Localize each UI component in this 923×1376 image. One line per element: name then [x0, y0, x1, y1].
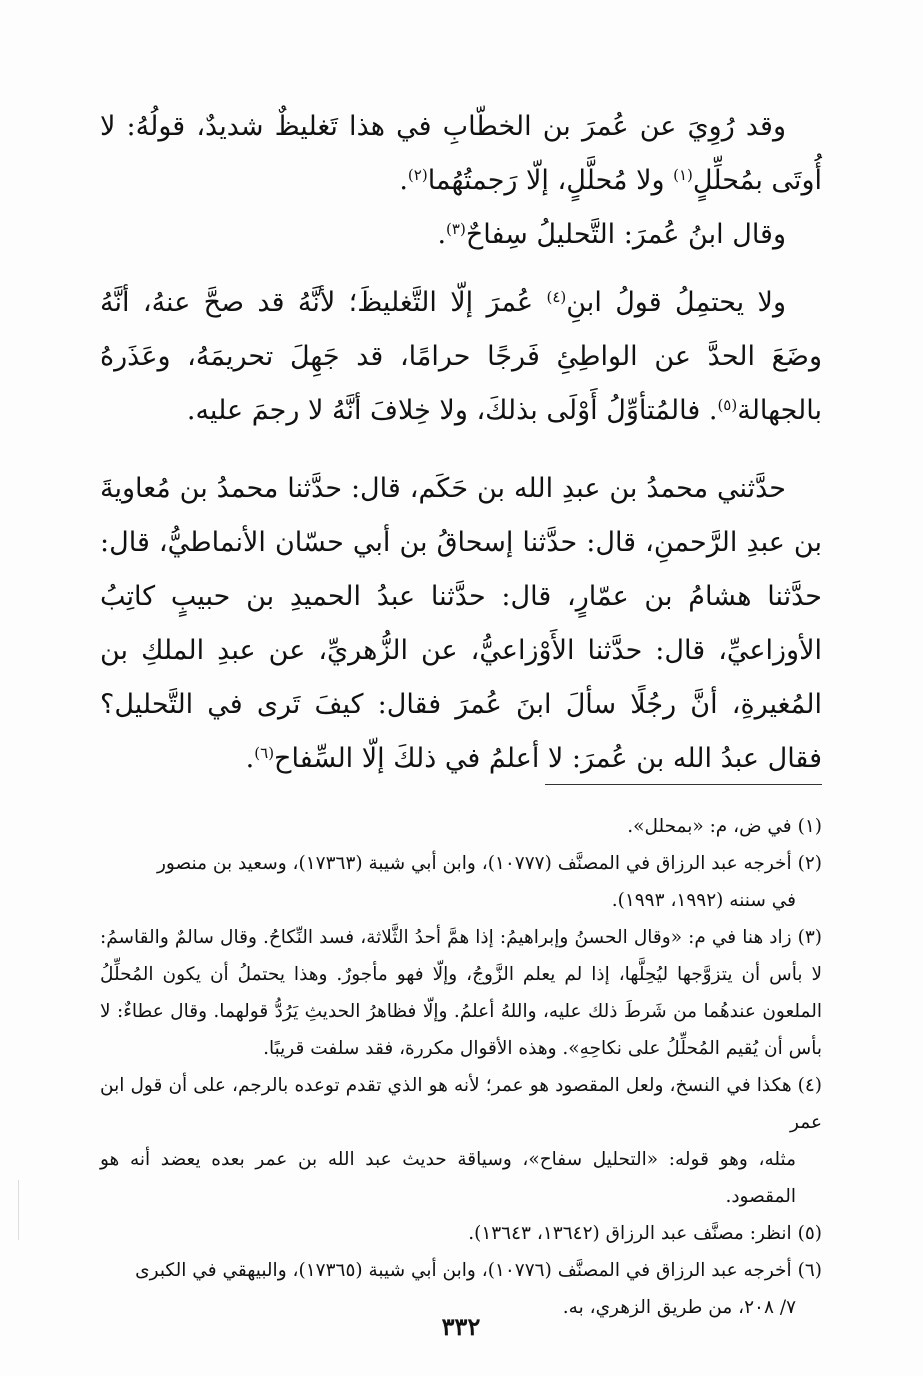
book-page [100, 0, 822, 1376]
paragraph-text: . فالمُتأوِّلُ أَوْلَى بذلكَ، ولا خِلافَ أنَّهُ لا رجمَ عليه. [186, 395, 718, 426]
footnote-ref-6[interactable]: (٦) [254, 744, 275, 762]
paragraph-2 [100, 208, 822, 262]
footnote-continuation: ٧/ ٢٠٨، من طريق الزهري، به. [562, 1297, 796, 1318]
paragraph-4 [100, 462, 822, 786]
footnote-number: (٢) [797, 853, 822, 874]
footnote-ref-5[interactable]: (٥) [717, 396, 738, 414]
footnote-number: (١) [797, 816, 822, 837]
paragraph-text: وقال ابنُ عُمرَ: التَّحليلُ سِفاحٌ [465, 219, 786, 250]
footnote-5 [100, 1215, 822, 1252]
footnote-number: (٣) [797, 927, 822, 948]
footnote-number: (٤) [797, 1075, 822, 1096]
footnote-text: هكذا في النسخ، ولعل المقصود هو عمر؛ لأنه هو الذي تقدم توعده بالرجم، على أن قول ابن عمر [100, 1075, 822, 1133]
page-number: ٣٣٢ [441, 1312, 481, 1341]
footnote-continuation: في سننه (١٩٩٢، ١٩٩٣). [611, 890, 796, 911]
scan-margin-mark [18, 1180, 19, 1240]
footnote-text: في ض، م: «بمحلل». [627, 816, 792, 837]
footnote-separator [545, 784, 822, 785]
footnote-4 [100, 1067, 822, 1215]
paragraph-3 [100, 276, 822, 438]
paragraph-text: وقد رُوِيَ عن عُمرَ بن الخطّابِ في هذا تَغليظٌ شديدٌ، قولُهُ: لا أُوتَى بمُحلِّلٍ [100, 111, 822, 196]
paragraph-text: . [245, 743, 255, 774]
paragraph-text: . [437, 219, 447, 250]
footnote-text: أخرجه عبد الرزاق في المصنَّف (١٠٧٧٦)، وابن أبي شيبة (١٧٣٦٥)، والبيهقي في الكبرى [135, 1260, 792, 1281]
footnote-number: (٥) [797, 1223, 822, 1244]
footnote-text: أخرجه عبد الرزاق في المصنَّف (١٠٧٧٧)، وابن أبي شيبة (١٧٣٦٣)، وسعيد بن منصور [156, 853, 792, 874]
footnotes [100, 808, 822, 1326]
paragraph-text: حدَّثني محمدُ بن عبدِ الله بن حَكَم، قال: حدَّثنا محمدُ بن مُعاويةَ بن عبدِ الرَّحمنِ، قال: حدَّثنا إسحاقُ بن أبي حسّان الأنماطيُّ، قال: حدَّثنا هشامُ بن عمّارٍ، قال: حدَّثنا عبدُ الحميدِ بن حبيبٍ كاتِبُ الأوزاعيِّ، قال: حدَّثنا الأَوْزاعيُّ، عن الزُّهريِّ، عن عبدِ الملكِ بن المُغيرةِ، أنَّ رجُلًا سألَ ابنَ عُمرَ فقال: كيفَ تَرى في التَّحليل؟ فقال عبدُ الله بن عُمرَ: لا أعلمُ في ذلكَ إلّا السِّفاح [100, 473, 822, 774]
footnote-ref-4[interactable]: (٤) [546, 288, 567, 306]
footnote-1 [100, 808, 822, 845]
main-text [100, 100, 822, 786]
footnote-number: (٦) [797, 1260, 822, 1281]
paragraph-text: ولا مُحلَّلٍ، إلّا رَجمتُهُما [427, 165, 674, 196]
paragraph-1 [100, 100, 822, 208]
paragraph-text: ولا يحتمِلُ قولُ ابنِ [566, 287, 786, 318]
footnote-ref-2[interactable]: (٢) [407, 166, 428, 184]
footnote-2 [100, 845, 822, 919]
footnote-text: زاد هنا في م: «وقال الحسنُ وإبراهيمُ: إذا همَّ أحدُ الثَّلاثة، فسد النِّكاحُ. وقال سالمٌ والقاسمُ: لا بأس أن يتزوَّجها ليُحِلَّها، إذا لم يعلم الزَّوجُ، وإلّا فهو مأجورٌ. وهذا يحتملُ أن يكون المُحلِّلُ الملعون عندهُما من شَرطَ ذلك عليه، واللهُ أعلمُ. وإلّا فظاهرُ الحديثِ يَرُدُّ قولهما. وقال عطاءٌ: لا بأس أن يُقيم المُحلِّلُ على نكاحِهِ». وهذه الأقوال مكررة، فقد سلفت قريبًا. [100, 927, 822, 1059]
footnote-continuation: مثله، وهو قوله: «التحليل سفاح»، وسياقة حديث عبد الله بن عمر بعده يعضد أنه هو المقصود. [100, 1149, 796, 1207]
paragraph-text: . [399, 165, 408, 196]
footnote-text: انظر: مصنَّف عبد الرزاق (١٣٦٤٢، ١٣٦٤٣). [468, 1223, 792, 1244]
footnote-ref-1[interactable]: (١) [673, 166, 693, 184]
paragraph-text: عُمرَ إلّا التَّغليظَ؛ لأنَّهُ قد صحَّ عنهُ، أنَّهُ وضَعَ الحدَّ عن الواطِئِ فَرجًا حرامًا، قد جَهِلَ تحريمَهُ، وعَذَرهُ بالجهالة [100, 287, 822, 426]
footnote-3 [100, 919, 822, 1067]
footnote-ref-3[interactable]: (٣) [446, 220, 466, 238]
